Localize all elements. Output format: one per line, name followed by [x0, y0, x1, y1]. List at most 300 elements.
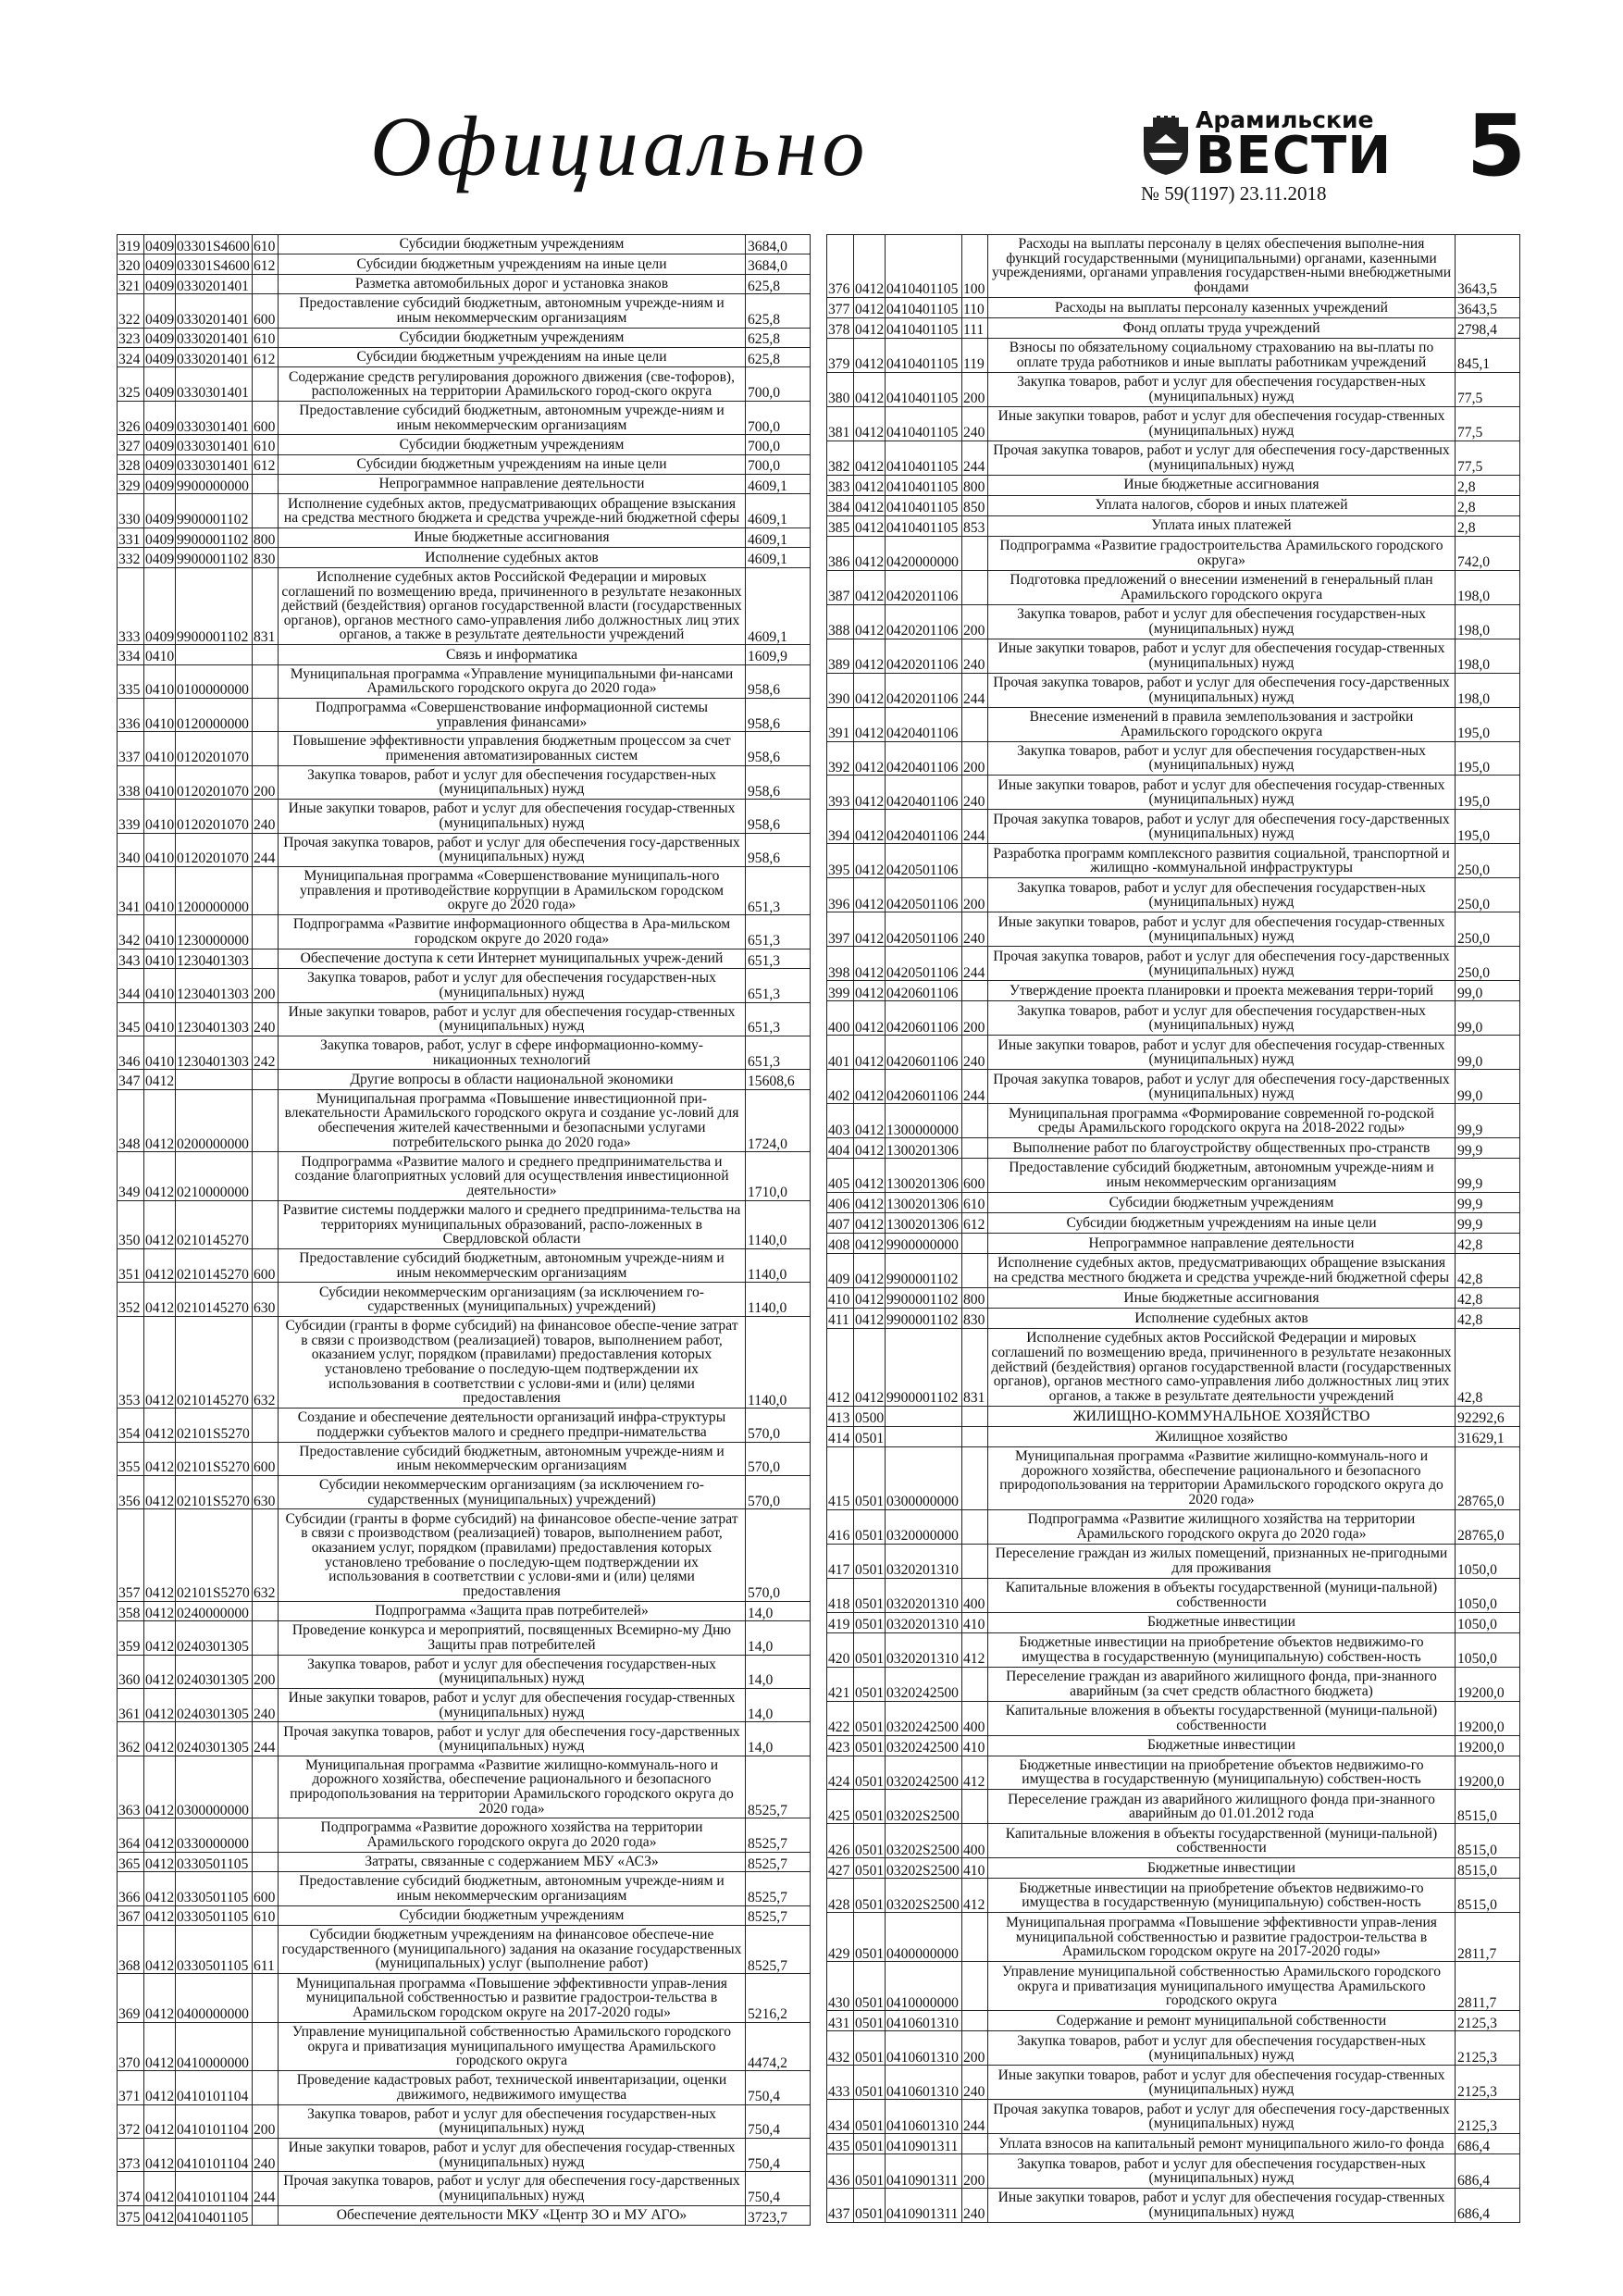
expense-type — [253, 2205, 279, 2225]
row-number: 387 — [827, 570, 854, 604]
expense-type — [962, 1234, 988, 1254]
item-name: Субсидии некоммерческим организациям (за исключением го-сударственных (муниципальных) учреждений) — [279, 1283, 746, 1316]
item-name: Исполнение судебных актов Российской Федерации и мировых соглашений по возмещению вреда, причиненного в результате незаконных действий (бездействия) органов государственной власти (государственных органов), органов местного само-управления либо должностных лиц этих органов, а также в результате деятельности учреждений — [988, 1328, 1456, 1406]
amount: 570,0 — [746, 1409, 811, 1442]
row-number: 369 — [118, 1974, 144, 2022]
row-number: 352 — [118, 1283, 144, 1316]
table-row — [827, 495, 1520, 515]
row-number: 412 — [827, 1328, 854, 1406]
section-code: 0501 — [854, 1701, 886, 1735]
table-row — [827, 1667, 1520, 1701]
row-number: 334 — [118, 645, 144, 664]
item-name: Субсидии бюджетным учреждениям на иные цели — [279, 254, 746, 274]
row-number: 339 — [118, 800, 144, 833]
table-row — [118, 401, 811, 434]
item-name: Бюджетные инвестиции — [988, 1858, 1456, 1879]
amount: 99,9 — [1456, 1213, 1520, 1234]
expense-type: 612 — [253, 348, 279, 367]
target-code: 0100000000 — [176, 664, 253, 698]
target-code: 9900000000 — [886, 1234, 962, 1254]
expense-type: 244 — [962, 441, 988, 475]
expense-type — [962, 1790, 988, 1824]
table-row — [827, 406, 1520, 441]
expense-type — [253, 494, 279, 527]
item-name: Прочая закупка товаров, работ и услуг для обеспечения госу-дарственных (муниципальных) нужд — [279, 833, 746, 866]
row-number: 432 — [827, 2031, 854, 2066]
row-number: 436 — [827, 2154, 854, 2189]
amount: 19200,0 — [1456, 1701, 1520, 1735]
item-name: Бюджетные инвестиции — [988, 1735, 1456, 1756]
amount: 4609,1 — [746, 527, 811, 547]
table-row — [827, 810, 1520, 844]
table-row — [827, 1253, 1520, 1287]
target-code: 03301S4600 — [176, 254, 253, 274]
target-code: 0120201070 — [176, 800, 253, 833]
row-number: 335 — [118, 664, 144, 698]
target-code: 1230401303 — [176, 969, 253, 1002]
table-row — [827, 2100, 1520, 2134]
expense-type — [962, 1509, 988, 1544]
target-code: 0330501105 — [176, 1872, 253, 1905]
section-code: 0410 — [144, 645, 176, 664]
target-code: 1300000000 — [886, 1104, 962, 1138]
row-number: 371 — [118, 2071, 144, 2104]
table-row — [827, 1426, 1520, 1446]
item-name: Закупка товаров, работ и услуг для обеспечения государствен-ных (муниципальных) нужд — [279, 765, 746, 799]
amount: 198,0 — [1456, 570, 1520, 604]
row-number: 397 — [827, 912, 854, 947]
row-number: 418 — [827, 1578, 854, 1612]
section-code: 0412 — [854, 1234, 886, 1254]
section-code: 0501 — [854, 1879, 886, 1913]
table-row — [827, 776, 1520, 810]
amount: 99,9 — [1456, 1193, 1520, 1213]
expense-type: 200 — [962, 372, 988, 406]
target-code: 0420401106 — [886, 741, 962, 776]
row-number: 419 — [827, 1612, 854, 1632]
table-row — [827, 1509, 1520, 1544]
table-row — [827, 741, 1520, 776]
row-number: 320 — [118, 254, 144, 274]
table-row — [118, 367, 811, 401]
expense-type: 111 — [962, 317, 988, 338]
item-name: Муниципальная программа «Формирование современной го-родской среды Арамильского городского округа на 2018-2022 годы» — [988, 1104, 1456, 1138]
table-row — [118, 235, 811, 254]
section-code: 0409 — [144, 548, 176, 567]
item-name: Исполнение судебных актов, предусматривающих обращение взыскания на средства местного бюджета и средства учрежде-ний бюджетной сферы — [988, 1253, 1456, 1287]
expense-type: 244 — [962, 947, 988, 981]
row-number: 430 — [827, 1962, 854, 2011]
table-row — [118, 645, 811, 664]
row-number: 408 — [827, 1234, 854, 1254]
item-name: Прочая закупка товаров, работ и услуг для обеспечения госу-дарственных (муниципальных) нужд — [279, 2172, 746, 2205]
table-row — [118, 969, 811, 1002]
table-row — [827, 515, 1520, 536]
row-number: 379 — [827, 338, 854, 372]
row-number: 420 — [827, 1632, 854, 1667]
item-name: Бюджетные инвестиции на приобретение объектов недвижимо-го имущества в государственную (муниципальную) собствен-ность — [988, 1879, 1456, 1913]
item-name: Муниципальная программа «Совершенствование муниципаль-ного управления и противодействие коррупции в Арамильском городском округе до 2020 года» — [279, 866, 746, 914]
table-row — [118, 1925, 811, 1973]
item-name: Затраты, связанные с содержанием МБУ «АСЗ» — [279, 1852, 746, 1871]
target-code — [886, 1406, 962, 1426]
expense-type: 240 — [253, 2138, 279, 2171]
row-number: 405 — [827, 1159, 854, 1193]
table-row — [118, 1601, 811, 1620]
row-number: 401 — [827, 1036, 854, 1070]
section-code: 0501 — [854, 2134, 886, 2154]
row-number: 422 — [827, 1701, 854, 1735]
item-name: Субсидии (гранты в форме субсидий) на финансовое обеспе-чение затрат в связи с производством (реализацией) товаров, выполнением работ, оказанием услуг, порядком (правилами) предоставления которых установлено требование о последую-щем подтверждении их использования в соответствии с услови-ями и (или) целями предоставления — [279, 1509, 746, 1601]
target-code: 0330301401 — [176, 435, 253, 454]
section-code: 0412 — [854, 475, 886, 495]
newspaper-logo — [1138, 106, 1393, 186]
item-name: Иные бюджетные ассигнования — [988, 475, 1456, 495]
expense-type — [253, 1974, 279, 2022]
target-code — [176, 1070, 253, 1089]
section-code: 0412 — [854, 1328, 886, 1406]
section-code: 0501 — [854, 1632, 886, 1667]
expense-type: 200 — [962, 878, 988, 912]
expense-type: 240 — [962, 776, 988, 810]
table-row — [827, 1287, 1520, 1308]
expense-type — [253, 949, 279, 968]
table-row — [118, 1621, 811, 1655]
section-code: 0412 — [144, 1316, 176, 1408]
amount: 4609,1 — [746, 475, 811, 494]
target-code: 9900001102 — [176, 567, 253, 644]
table-row — [827, 1193, 1520, 1213]
expense-type: 240 — [962, 912, 988, 947]
target-code: 0410401105 — [886, 475, 962, 495]
table-row — [827, 317, 1520, 338]
target-code: 9900001102 — [886, 1328, 962, 1406]
table-row — [118, 949, 811, 968]
item-name: Муниципальная программа «Развитие жилищно-коммуналь-ного и дорожного хозяйства, обеспечение рационального и безопасного природопользования на территории Арамильского городского округа до 2020 года» — [279, 1756, 746, 1818]
expense-type: 240 — [962, 2066, 988, 2100]
expense-type: 610 — [253, 435, 279, 454]
amount: 77,5 — [1456, 406, 1520, 441]
table-row — [827, 2011, 1520, 2031]
section-code: 0412 — [854, 673, 886, 707]
item-name: Предоставление субсидий бюджетным, автономным учрежде-ниям и иным некоммерческим организациям — [279, 401, 746, 434]
amount: 2125,3 — [1456, 2100, 1520, 2134]
expense-type — [253, 1818, 279, 1852]
row-number: 384 — [827, 495, 854, 515]
table-row — [827, 981, 1520, 1001]
row-number: 393 — [827, 776, 854, 810]
row-number: 423 — [827, 1735, 854, 1756]
amount: 625,8 — [746, 328, 811, 347]
section-code: 0412 — [144, 2022, 176, 2070]
section-code: 0501 — [854, 2154, 886, 2189]
amount: 28765,0 — [1456, 1446, 1520, 1509]
table-row — [118, 866, 811, 914]
amount: 700,0 — [746, 454, 811, 474]
section-code: 0501 — [854, 1735, 886, 1756]
section-code: 0501 — [854, 1446, 886, 1509]
row-number: 421 — [827, 1667, 854, 1701]
budget-table-right — [826, 234, 1520, 2223]
table-row — [118, 698, 811, 731]
target-code: 0410601310 — [886, 2011, 962, 2031]
expense-type: 630 — [253, 1476, 279, 1509]
section-code: 0410 — [144, 765, 176, 799]
item-name: Закупка товаров, работ и услуг для обеспечения государствен-ных (муниципальных) нужд — [988, 878, 1456, 912]
target-code: 02101S5270 — [176, 1442, 253, 1475]
amount: 1050,0 — [1456, 1544, 1520, 1578]
expense-type: 200 — [962, 2154, 988, 2189]
table-row — [118, 254, 811, 274]
target-code — [176, 645, 253, 664]
table-row — [827, 570, 1520, 604]
target-code: 9900001102 — [886, 1308, 962, 1328]
expense-type: 800 — [253, 527, 279, 547]
table-row — [827, 1446, 1520, 1509]
section-code: 0501 — [854, 1612, 886, 1632]
target-code: 0410401105 — [886, 235, 962, 298]
target-code: 0320201310 — [886, 1632, 962, 1667]
row-number: 326 — [118, 401, 144, 434]
expense-type: 200 — [253, 1655, 279, 1688]
section-code: 0412 — [144, 2205, 176, 2225]
item-name: Подпрограмма «Развитие информационного общества в Ара-мильском городском округе до 2020 года» — [279, 915, 746, 949]
item-name: Субсидии (гранты в форме субсидий) на финансовое обеспе-чение затрат в связи с производством (реализацией) товаров, выполнением работ, оказанием услуг, порядком (правилами) предоставления которых установлено требование о последую-щем подтверждении их использования в соответствии с услови-ями и (или) целями предоставления — [279, 1316, 746, 1408]
row-number: 338 — [118, 765, 144, 799]
section-code: 0410 — [144, 800, 176, 833]
amount: 77,5 — [1456, 441, 1520, 475]
item-name: Иные закупки товаров, работ и услуг для обеспечения государ-ственных (муниципальных) нужд — [988, 2066, 1456, 2100]
section-code: 0412 — [144, 1476, 176, 1509]
row-number: 403 — [827, 1104, 854, 1138]
item-name: Расходы на выплаты персоналу казенных учреждений — [988, 297, 1456, 317]
item-name: Иные закупки товаров, работ и услуг для обеспечения государ-ственных (муниципальных) нужд — [988, 2189, 1456, 2223]
expense-type — [962, 1962, 988, 2011]
section-code: 0501 — [854, 1962, 886, 2011]
expense-type — [253, 866, 279, 914]
amount: 250,0 — [1456, 947, 1520, 981]
amount: 198,0 — [1456, 604, 1520, 639]
row-number: 359 — [118, 1621, 144, 1655]
item-name: Уплата взносов на капитальный ремонт муниципального жило-го фонда — [988, 2134, 1456, 2154]
section-code: 0412 — [854, 639, 886, 673]
table-row — [827, 2189, 1520, 2223]
section-code: 0412 — [854, 912, 886, 947]
section-code: 0500 — [854, 1406, 886, 1426]
section-code: 0409 — [144, 454, 176, 474]
item-name: Предоставление субсидий бюджетным, автономным учрежде-ниям и иным некоммерческим организациям — [988, 1159, 1456, 1193]
row-number: 410 — [827, 1287, 854, 1308]
row-number: 376 — [827, 235, 854, 298]
section-code: 0412 — [144, 1442, 176, 1475]
section-code: 0412 — [144, 1509, 176, 1601]
amount: 686,4 — [1456, 2189, 1520, 2223]
target-code: 02101S5270 — [176, 1409, 253, 1442]
amount: 750,4 — [746, 2138, 811, 2171]
expense-type: 200 — [962, 604, 988, 639]
table-row — [827, 441, 1520, 475]
row-number: 424 — [827, 1756, 854, 1790]
item-name: Подпрограмма «Развитие дорожного хозяйства на территории Арамильского городского округа до 2020 года» — [279, 1818, 746, 1852]
row-number: 413 — [827, 1406, 854, 1426]
expense-type — [253, 1756, 279, 1818]
expense-type: 242 — [253, 1036, 279, 1069]
section-code: 0412 — [854, 570, 886, 604]
row-number: 429 — [827, 1913, 854, 1962]
expense-type: 850 — [962, 495, 988, 515]
expense-type — [962, 1138, 988, 1159]
table-row — [118, 494, 811, 527]
target-code: 0410401105 — [886, 495, 962, 515]
item-name: Иные бюджетные ассигнования — [279, 527, 746, 547]
table-row — [827, 2134, 1520, 2154]
target-code: 9900001102 — [886, 1253, 962, 1287]
section-code: 0412 — [854, 317, 886, 338]
item-name: Прочая закупка товаров, работ и услуг для обеспечения госу-дарственных (муниципальных) нужд — [988, 673, 1456, 707]
row-number: 390 — [827, 673, 854, 707]
item-name: Подготовка предложений о внесении изменений в генеральный план Арамильского городского округа — [988, 570, 1456, 604]
expense-type — [253, 1089, 279, 1151]
amount: 42,8 — [1456, 1328, 1520, 1406]
item-name: Прочая закупка товаров, работ и услуг для обеспечения госу-дарственных (муниципальных) нужд — [988, 441, 1456, 475]
amount: 2,8 — [1456, 495, 1520, 515]
expense-type — [253, 1621, 279, 1655]
item-name: Развитие системы поддержки малого и среднего предпринима-тельства на территориях муниципальных образований, распо-ложенных в Свердловской области — [279, 1200, 746, 1248]
item-name: Закупка товаров, работ, услуг в сфере информационно-комму-никационных технологий — [279, 1036, 746, 1069]
expense-type — [962, 844, 988, 878]
expense-type — [253, 732, 279, 765]
item-name: Иные закупки товаров, работ и услуг для обеспечения государ-ственных (муниципальных) нужд — [279, 800, 746, 833]
item-name: Муниципальная программа «Управление муниципальными фи-нансами Арамильского городского округа до 2020 года» — [279, 664, 746, 698]
amount: 14,0 — [746, 1655, 811, 1688]
section-code: 0501 — [854, 1756, 886, 1790]
expense-type: 600 — [253, 1442, 279, 1475]
row-number: 337 — [118, 732, 144, 765]
expense-type — [962, 1406, 988, 1426]
section-code: 0409 — [144, 475, 176, 494]
section-code: 0412 — [144, 1818, 176, 1852]
target-code: 1230000000 — [176, 915, 253, 949]
section-code: 0412 — [854, 441, 886, 475]
table-row — [118, 1070, 811, 1089]
section-code: 0412 — [854, 406, 886, 441]
table-row — [827, 1328, 1520, 1406]
section-code: 0412 — [144, 1089, 176, 1151]
table-row — [118, 328, 811, 347]
expense-type: 200 — [962, 741, 988, 776]
row-number: 341 — [118, 866, 144, 914]
target-code: 0320242500 — [886, 1667, 962, 1701]
table-row — [827, 604, 1520, 639]
expense-type: 244 — [962, 810, 988, 844]
item-name: Исполнение судебных актов — [988, 1308, 1456, 1328]
item-name: Иные закупки товаров, работ и услуг для обеспечения государ-ственных (муниципальных) нужд — [988, 639, 1456, 673]
section-code: 0412 — [144, 2138, 176, 2171]
section-code: 0412 — [144, 1756, 176, 1818]
target-code: 0240000000 — [176, 1601, 253, 1620]
amount: 99,0 — [1456, 1001, 1520, 1036]
table-row — [827, 338, 1520, 372]
table-row — [827, 235, 1520, 298]
item-name: Предоставление субсидий бюджетным, автономным учрежде-ниям и иным некоммерческим организациям — [279, 1249, 746, 1283]
table-row — [827, 1406, 1520, 1426]
amount: 250,0 — [1456, 878, 1520, 912]
issue-info: № 59(1197) 23.11.2018 — [1141, 182, 1327, 205]
table-row — [827, 639, 1520, 673]
row-number: 361 — [118, 1689, 144, 1722]
target-code: 0410401105 — [886, 515, 962, 536]
table-row — [118, 1442, 811, 1475]
expense-type — [253, 367, 279, 401]
section-code: 0412 — [144, 1621, 176, 1655]
amount: 99,9 — [1456, 1104, 1520, 1138]
item-name: Фонд оплаты труда учреждений — [988, 317, 1456, 338]
row-number: 391 — [827, 707, 854, 741]
target-code: 0410401105 — [176, 2205, 253, 2225]
target-code: 0420601106 — [886, 1036, 962, 1070]
amount: 845,1 — [1456, 338, 1520, 372]
amount: 42,8 — [1456, 1253, 1520, 1287]
item-name: Подпрограмма «Развитие малого и среднего предпринимательства и создание благоприятных условий для осуществления инвестиционной деятельности» — [279, 1152, 746, 1200]
expense-type: 200 — [962, 1001, 988, 1036]
amount: 28765,0 — [1456, 1509, 1520, 1544]
row-number: 437 — [827, 2189, 854, 2223]
table-row — [118, 1249, 811, 1283]
target-code: 0320242500 — [886, 1756, 962, 1790]
amount: 8525,7 — [746, 1852, 811, 1871]
expense-type — [962, 1253, 988, 1287]
expense-type — [962, 570, 988, 604]
item-name: Переселение граждан из аварийного жилищного фонда, при-знанного аварийным (за счет средств областного бюджета) — [988, 1667, 1456, 1701]
item-name: Разработка программ комплексного развития социальной, транспортной и жилищно -коммунальной инфраструктуры — [988, 844, 1456, 878]
expense-type: 240 — [962, 639, 988, 673]
row-number: 388 — [827, 604, 854, 639]
budget-table-left — [117, 234, 811, 2226]
amount: 750,4 — [746, 2071, 811, 2104]
section-code: 0412 — [854, 947, 886, 981]
table-row — [118, 1002, 811, 1036]
item-name: Закупка товаров, работ и услуг для обеспечения государствен-ных (муниципальных) нужд — [988, 2154, 1456, 2189]
row-number: 325 — [118, 367, 144, 401]
section-code: 0412 — [144, 1905, 176, 1925]
amount: 4609,1 — [746, 494, 811, 527]
target-code: 0410101104 — [176, 2071, 253, 2104]
expense-type — [962, 707, 988, 741]
row-number: 428 — [827, 1879, 854, 1913]
row-number: 347 — [118, 1070, 144, 1089]
item-name: Субсидии бюджетным учреждениям — [279, 435, 746, 454]
target-code: 9900001102 — [176, 494, 253, 527]
table-row — [827, 536, 1520, 570]
expense-type — [253, 664, 279, 698]
row-number: 344 — [118, 969, 144, 1002]
item-name: Обеспечение доступа к сети Интернет муниципальных учреж-дений — [279, 949, 746, 968]
expense-type: 240 — [253, 800, 279, 833]
amount: 99,0 — [1456, 1070, 1520, 1104]
item-name: Капитальные вложения в объекты государственной (муници-пальной) собственности — [988, 1701, 1456, 1735]
table-row — [827, 1104, 1520, 1138]
item-name: Закупка товаров, работ и услуг для обеспечения государствен-ных (муниципальных) нужд — [279, 969, 746, 1002]
row-number: 374 — [118, 2172, 144, 2205]
target-code: 0330201401 — [176, 328, 253, 347]
item-name: Содержание и ремонт муниципальной собственности — [988, 2011, 1456, 2031]
expense-type: 830 — [962, 1308, 988, 1328]
amount: 8525,7 — [746, 1756, 811, 1818]
item-name: Субсидии бюджетным учреждениям — [279, 1905, 746, 1925]
target-code: 0420401106 — [886, 810, 962, 844]
item-name: ЖИЛИЩНО-КОММУНАЛЬНОЕ ХОЗЯЙСТВО — [988, 1406, 1456, 1426]
target-code: 0420501106 — [886, 878, 962, 912]
